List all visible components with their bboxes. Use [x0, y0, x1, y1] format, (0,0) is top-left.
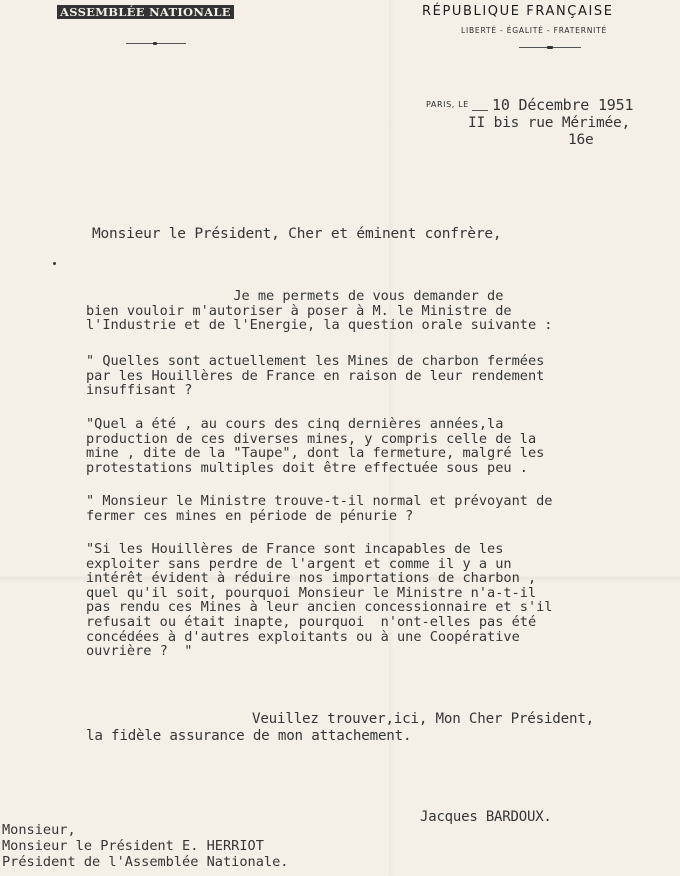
paragraph-line: " Monsieur le Ministre trouve-t-il normal et prévoyant de	[86, 493, 553, 509]
dateline-place-label: PARIS, LE	[426, 100, 469, 109]
paragraph-line: insuffisant ?	[86, 382, 193, 399]
republic-heading: RÉPUBLIQUE FRANÇAISE	[422, 4, 614, 19]
paragraph-line: refusait ou était inapte, pourquoi n'ont-elles pas été	[86, 613, 537, 630]
motto-ornament	[547, 46, 553, 49]
recipient-line-2: Monsieur le Président E. HERRIOT	[2, 838, 264, 854]
paragraph-4	[86, 494, 553, 523]
salutation: Monsieur le Président, Cher et éminent confrère,	[92, 226, 502, 242]
paragraph-2	[86, 354, 544, 398]
paragraph-line: par les Houillères de France en raison de leur rendement	[86, 367, 545, 384]
recipient-address	[2, 822, 288, 870]
ink-speck	[53, 262, 56, 265]
paragraph-line: Je me permets de vous demander de	[86, 288, 504, 304]
paragraph-line: production de ces diverses mines, y compris celle de la	[86, 430, 537, 447]
paragraph-line: intérêt évident à réduire nos importations de charbon ,	[86, 570, 537, 587]
paragraph-line: ouvrière ? "	[86, 643, 193, 660]
paragraph-line: fermer ces mines en période de pénurie ?	[86, 507, 414, 524]
paragraph-line: mine , dite de la "Taupe", dont la fermeture, malgré les	[86, 445, 545, 462]
paragraph-line: quel qu'il soit, pourquoi Monsieur le Ministre n'a-t-il	[86, 584, 537, 601]
dateline-rule	[472, 110, 488, 111]
paragraph-line: concédées à d'autres exploitants ou à une Coopérative	[86, 628, 520, 645]
sender-address-line2: 16e	[568, 132, 594, 148]
recipient-line-1: Monsieur,	[2, 822, 76, 838]
paragraph-line: "Quel a été , au cours des cinq dernières années,la	[86, 416, 504, 432]
paragraph-line: "Si les Houillères de France sont incapables de les	[86, 541, 504, 557]
paragraph-line: protestations multiples doit être effectuée sous peu .	[86, 459, 528, 476]
paragraph-line: l'Industrie et de l'Energie, la question orale suivante :	[86, 317, 553, 334]
sender-address-line1: II bis rue Mérimée,	[468, 115, 631, 131]
paragraph-line: exploiter sans perdre de l'argent et comme il y a un	[86, 555, 512, 572]
letterhead-ornament-left	[153, 42, 157, 45]
paragraph-3	[86, 417, 544, 475]
closing-line-2: la fidèle assurance de mon attachement.	[86, 728, 412, 744]
paragraph-line: " Quelles sont actuellement les Mines de charbon fermées	[86, 353, 545, 369]
paragraph-5	[86, 542, 553, 659]
paragraph-1	[86, 289, 553, 333]
closing-line-1: Veuillez trouver,ici, Mon Cher Président,	[252, 711, 595, 727]
paragraph-line: bien vouloir m'autoriser à poser à M. le Ministre de	[86, 302, 512, 319]
paragraph-line: pas rendu ces Mines à leur ancien concessionnaire et s'il	[86, 599, 553, 616]
letter-date: 10 Décembre 1951	[492, 96, 634, 114]
signature: Jacques BARDOUX.	[420, 809, 552, 825]
republic-motto: LIBERTÉ - ÉGALITÉ - FRATERNITÉ	[461, 26, 608, 35]
recipient-line-3: Président de l'Assemblée Nationale.	[2, 854, 289, 870]
organization-letterhead: ASSEMBLÉE NATIONALE	[57, 5, 234, 19]
